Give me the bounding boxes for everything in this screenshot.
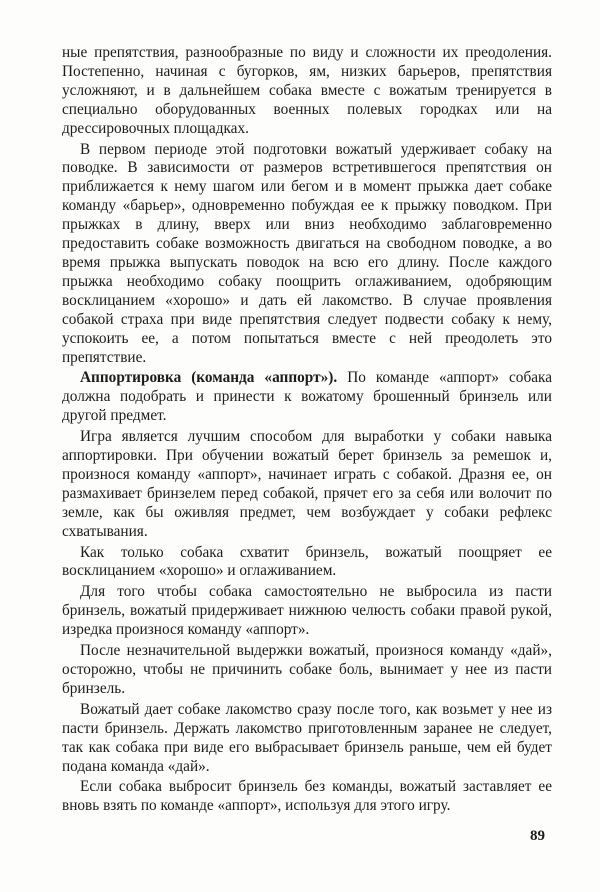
paragraph-apport-intro xyxy=(62,369,552,426)
paragraph-treat: Вожатый дает собаке лакомство сразу после того, как возьмет у нее из пасти бринзель. Держать лакомство приготовленным заранее не следует, так как собака при виде его выбрасывает бринзель раньше, чем ей будет подана команда «дай». xyxy=(62,700,552,775)
page-number: 89 xyxy=(530,828,545,844)
paragraph-praise: Как только собака схватит бринзель, вожатый поощряет ее восклицанием «хорошо» и оглаживанием. xyxy=(62,543,552,580)
section-heading-apport: Аппортировка (команда «аппорт»). xyxy=(80,369,338,387)
paragraph-give-command: После незначительной выдержки вожатый, произнося команду «дай», осторожно, чтобы не причинить собаке боль, вынимает у нее из пасти бринзель. xyxy=(62,642,552,697)
paragraph-continuation: ные препятствия, разнообразные по виду и сложности их преодоления. Постепенно, начиная с бугорков, ям, низких барьеров, препятствия усложняют, и в дальнейшем собака вместе с вожатым тренируется в специально оборудованных военных полевых городках или на дрессировочных площадках. xyxy=(62,44,552,137)
body-text xyxy=(62,44,552,818)
paragraph-repeat: Если собака выбросит бринзель без команды, вожатый заставляет ее вновь взять по команде «аппорт», используя для этого игру. xyxy=(62,778,552,815)
paragraph-jaw-hold: Для того чтобы собака самостоятельно не выбросила из пасти бринзель, вожатый придерживает нижнюю челюсть собаки правой рукой, изредка произнося команду «аппорт». xyxy=(62,583,552,639)
paragraph-apport-intro-text: По команде «аппорт» собака должна подобрать и принести к вожатому брошенный бринзель или другой предмет. xyxy=(62,369,553,425)
paragraph-barrier-training: В первом периоде этой подготовки вожатый удерживает собаку на поводке. В зависимости от размеров встретившегося препятствия он приближается к нему шагом или бегом и в момент прыжка дает собаке команду «барьер», одновременно побуждая ее к прыжку поводком. При прыжках в длину, вверх или вниз необходимо заблаговременно предоставить собаке возможность двигаться на свободном поводке, а во время прыжка выпускать поводок на всю его длину. После каждого прыжка необходимо собаку поощрить оглаживанием, одобряющим восклицанием «хорошо» и дать ей лакомство. В случае проявления собакой страха при виде препятствия следует подвести собаку к нему, успокоить ее, а потом попытаться вместе с ней преодолеть это препятствие. xyxy=(62,140,552,366)
paragraph-game-method: Игра является лучшим способом для выработки у собаки навыка аппортировки. При обучении вожатый берет бринзель за ремешок и, произнося команду «аппорт», начинает играть с собакой. Дразня ее, он размахивает бринзелем перед собакой, прячет его за себя или волочит по земле, как бы оживляя предмет, чем возбуждает у собаки рефлекс схватывания. xyxy=(62,428,552,540)
